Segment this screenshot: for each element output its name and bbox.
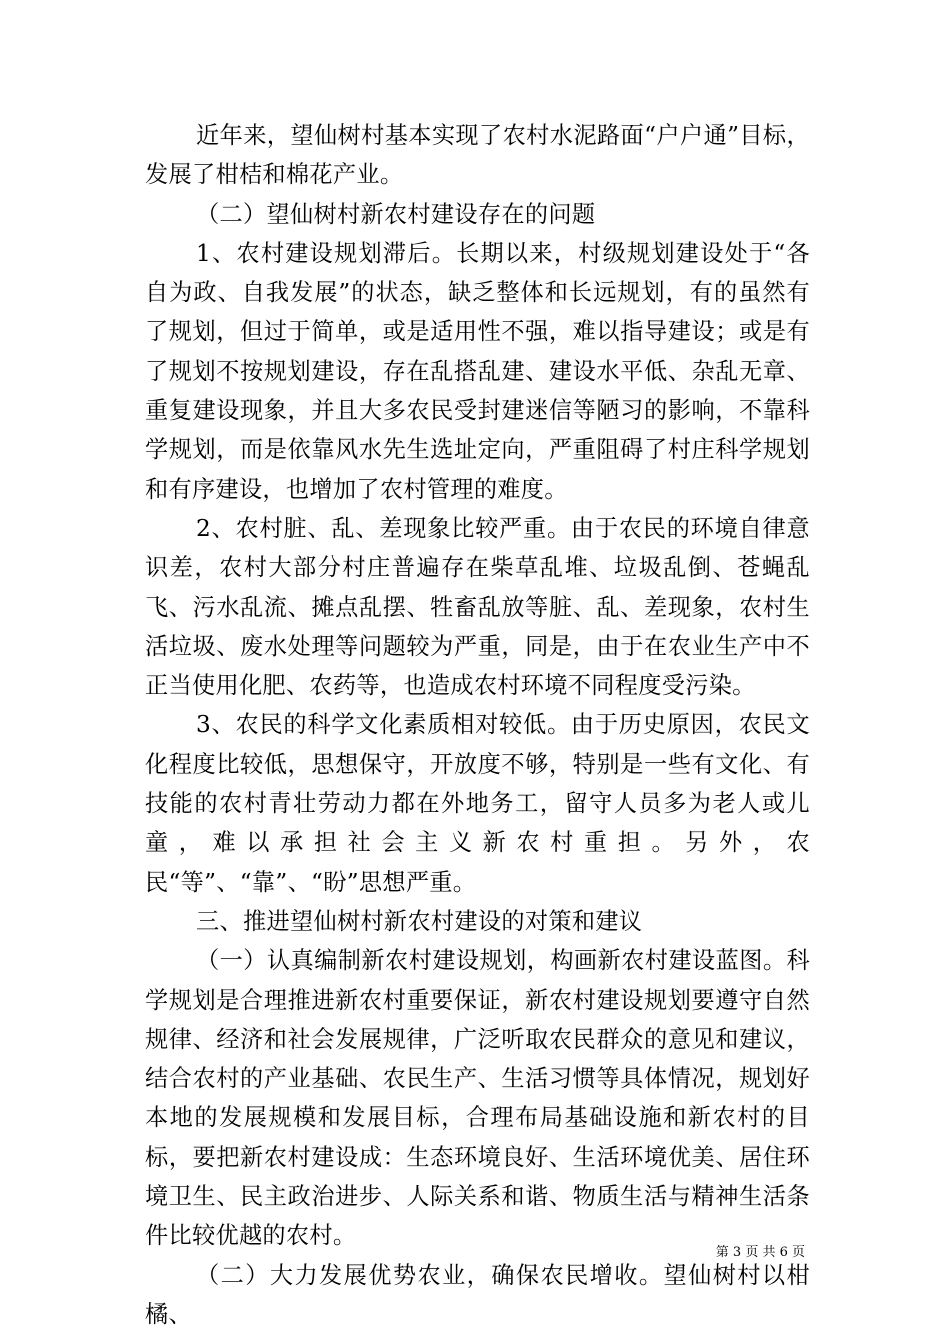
paragraph-education: 3、农民的科学文化素质相对较低。由于历史原因，农民文化程度比较低，思想保守，开放度不够，特别是一些有文化、有技能的农村青壮劳动力都在外地务工，留守人员多为老人或儿童，难以承担社会主义新农村重担。另外，农民“等”、“靠”、“盼”思想严重。 xyxy=(145,711,810,896)
page-number: 第 3 页 共 6 页 xyxy=(715,1245,805,1260)
paragraph-planning-measure: （一）认真编制新农村建设规划，构画新农村建设蓝图。科学规划是合理推进新农村重要保证，新农村建设规划要遵守自然规律、经济和社会发展规律，广泛听取农民群众的意见和建议，结合农村的产业基础、农民生产、生活习惯等具体情况，规划好本地的发展规模和发展目标，合理布局基础设施和新农村的目标，要把新农村建设成：生态环境良好、生活环境优美、居住环境卫生、民主政治进步、人际关系和谐、物质生活与精神生活条件比较优越的农村。 xyxy=(145,947,810,1250)
paragraph-agriculture-measure: （二）大力发展优势农业，确保农民增收。望仙树村以柑橘、 xyxy=(145,1261,810,1328)
paragraph-planning-lag: 1、农村建设规划滞后。长期以来，村级规划建设处于“各自为政、自我发展”的状态，缺乏整体和长远规划，有的虽然有了规划，但过于简单，或是适用性不强，难以指导建设；或是有了规划不按规划建设，存在乱搭乱建、建设水平低、杂乱无章、重复建设现象，并且大多农民受封建迷信等陋习的影响，不靠科学规划，而是依靠风水先生选址定向，严重阻碍了村庄科学规划和有序建设，也增加了农村管理的难度。 xyxy=(145,239,810,503)
heading-countermeasures: 三、推进望仙树村新农村建设的对策和建议 xyxy=(196,907,643,935)
paragraph-sanitation: 2、农村脏、乱、差现象比较严重。由于农民的环境自律意识差，农村大部分村庄普遍存在柴草乱堆、垃圾乱倒、苍蝇乱飞、污水乱流、摊点乱摆、牲畜乱放等脏、乱、差现象，农村生活垃圾、废水处理等问题较为严重，同是，由于在农业生产中不正当使用化肥、农药等，也造成农村环境不同程度受污染。 xyxy=(145,514,810,700)
document-body xyxy=(145,116,810,1334)
heading-problems: （二）望仙树村新农村建设存在的问题 xyxy=(196,200,596,228)
paragraph-intro: 近年来，望仙树村基本实现了农村水泥路面“户户通”目标，发展了柑桔和棉花产业。 xyxy=(145,122,810,189)
